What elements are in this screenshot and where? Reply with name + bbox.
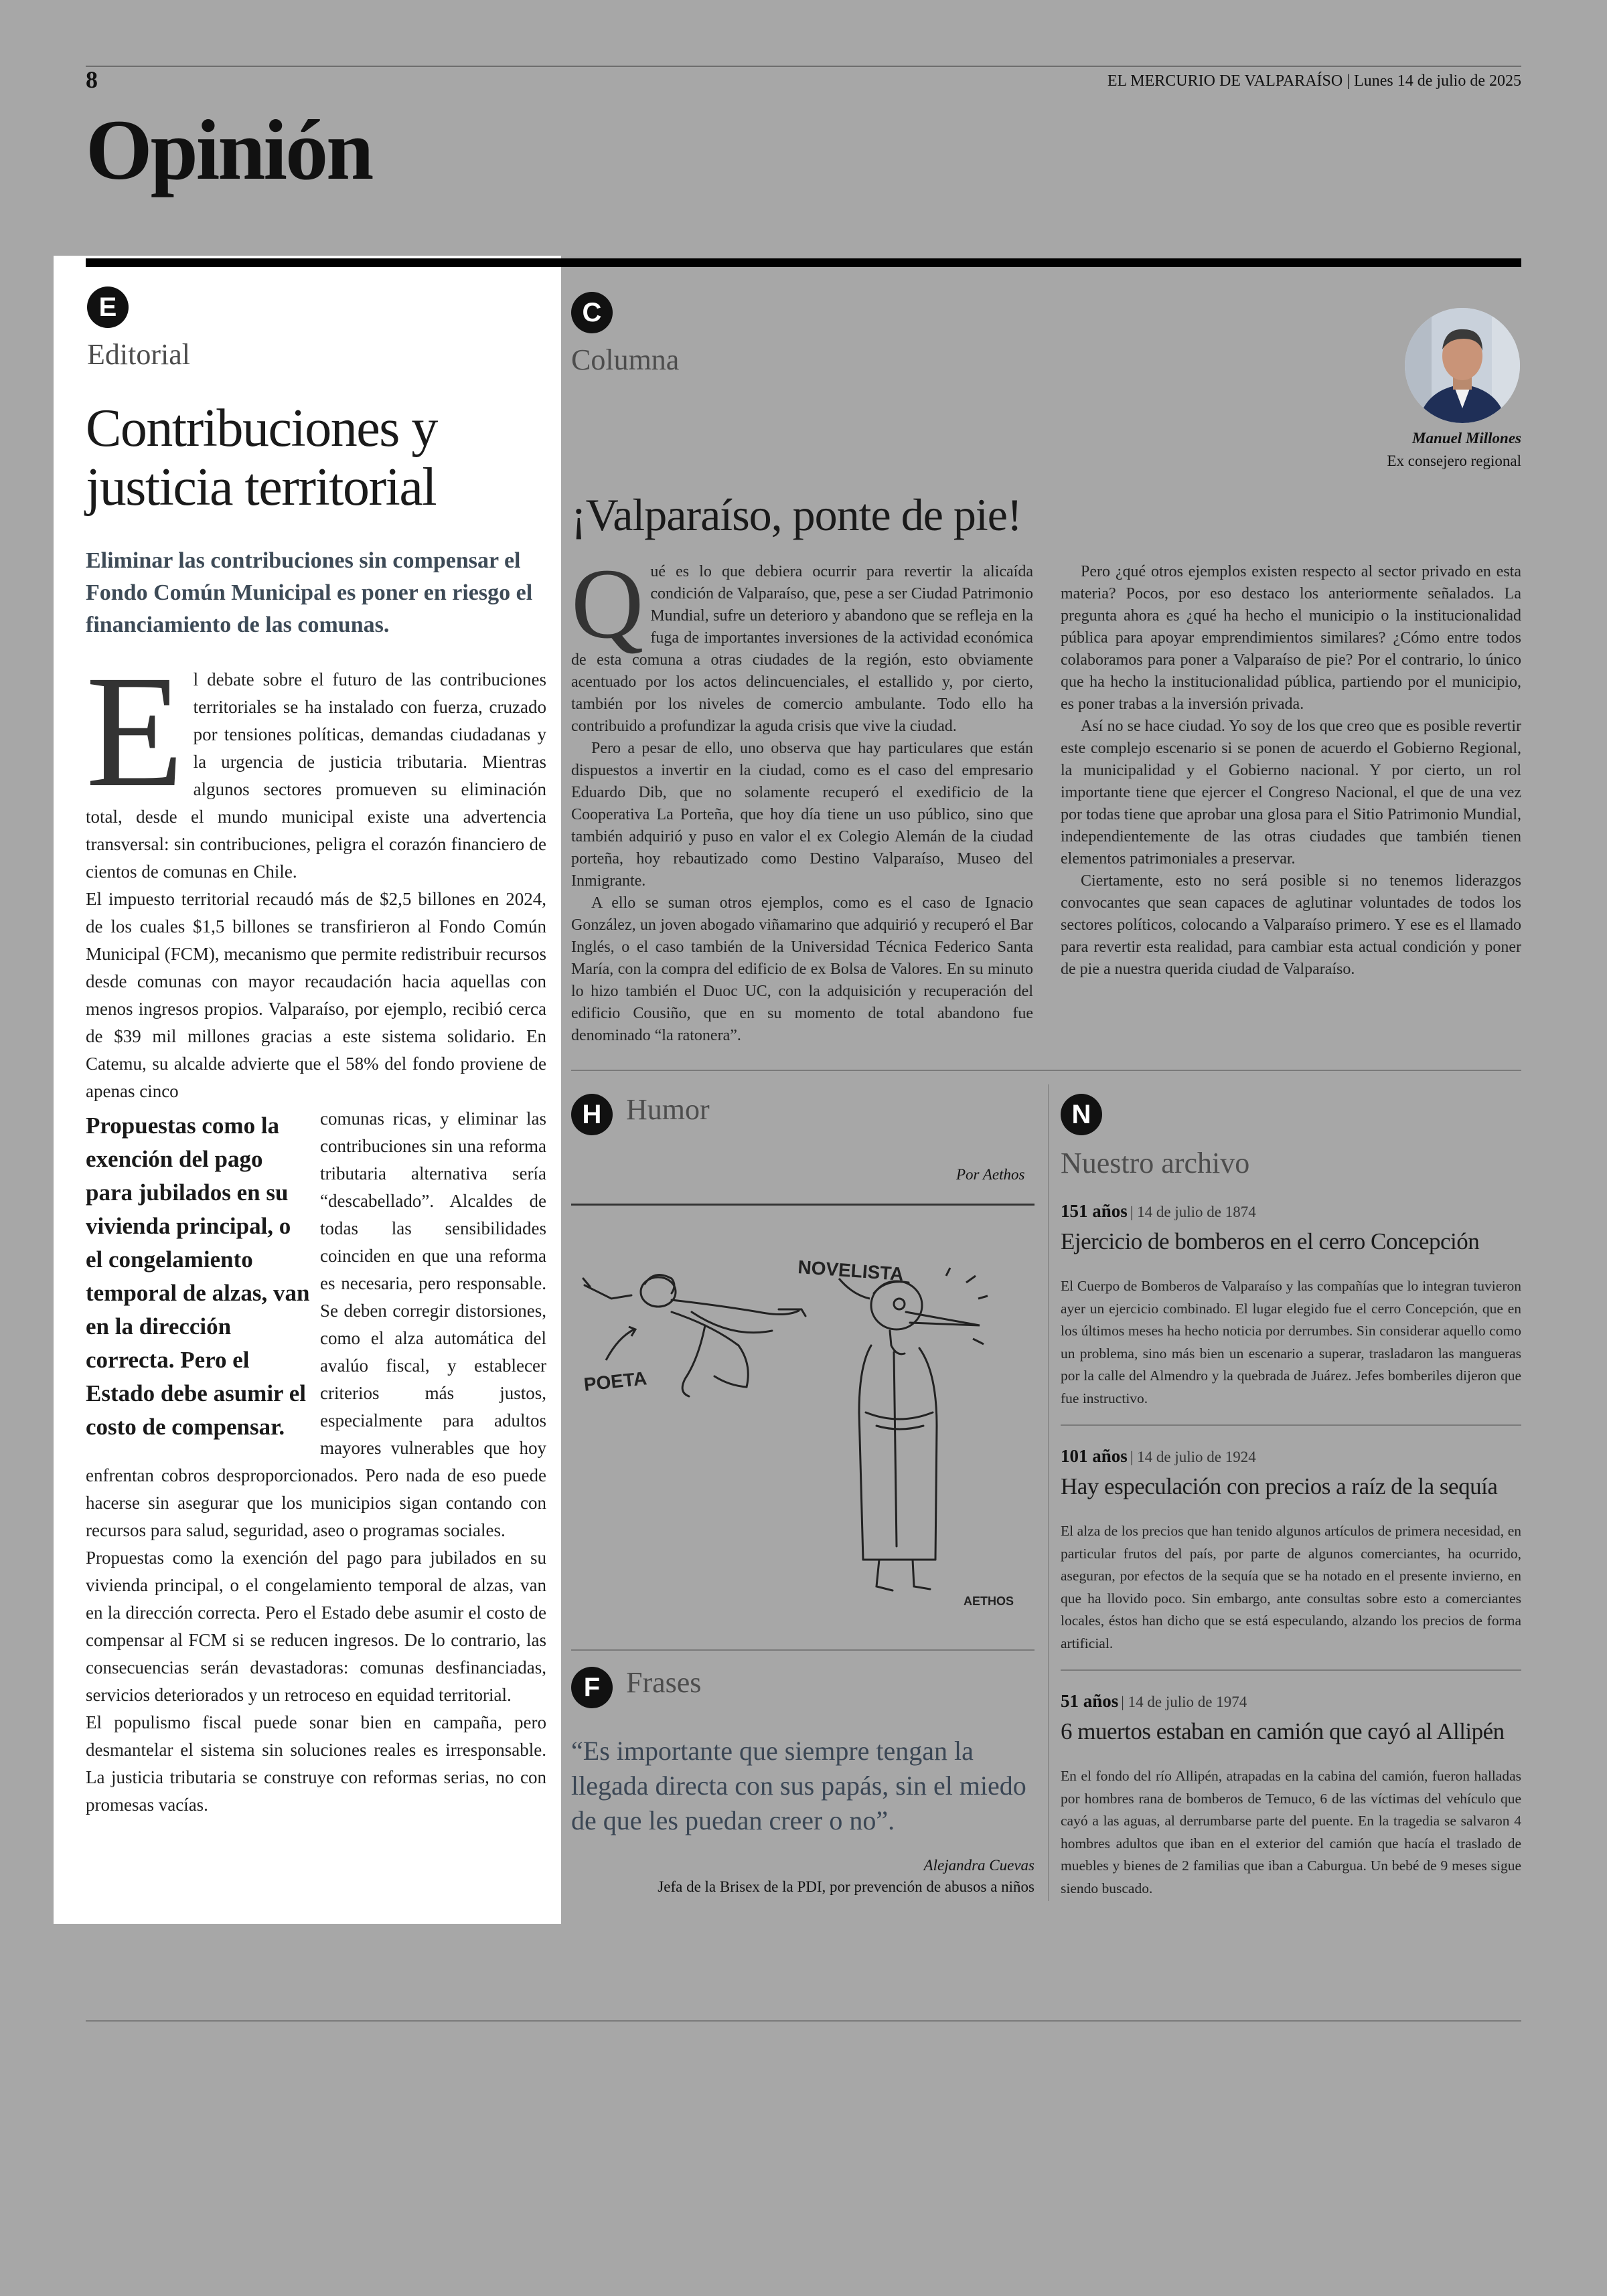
section-title: Opinión	[86, 102, 372, 197]
column-title: ¡Valparaíso, ponte de pie!	[571, 489, 1022, 540]
editorial-badge: E	[87, 286, 129, 328]
humor-bottom-rule	[571, 1649, 1035, 1651]
humor-cartoon	[571, 1212, 1035, 1613]
editorial-drop-cap: E	[86, 642, 184, 820]
column-paragraph: Así no se hace ciudad. Yo soy de los que creo que es posible revertir este complejo escenario si se ponen de acuerdo el Gobierno Regional, la municipalidad y el Gobierno nacional. Y por cierto, un rol importante tiene que ejercer el Congreso Nacional, el que de una vez por todas tiene que aprobar una glosa para el Sitio Patrimonio Mundial, independientemente de las otras ciudades que también tienen elementos patrimoniales a preservar.	[1061, 718, 1521, 868]
frases-quote: “Es importante que siempre tengan la llegada directa con sus papás, sin el miedo de que les puedan creer o no”.	[571, 1736, 1026, 1835]
vertical-separator	[1048, 1084, 1049, 1901]
frases-author: Alejandra Cuevas	[923, 1857, 1035, 1874]
humor-badge: H	[571, 1094, 613, 1135]
archive-item-date: | 14 de julio de 1974	[1121, 1694, 1247, 1710]
cartoon-label-novelist: NOVELISTA	[797, 1256, 905, 1285]
editorial-lead: Eliminar las contribuciones sin compensar el Fondo Común Municipal es poner en riesgo el financiamiento de las comunas.	[86, 548, 533, 637]
top-rule	[86, 66, 1521, 67]
archive-item-title: 6 muertos estaban en camión que cayó al Allipén	[1061, 1718, 1505, 1744]
column-paragraph: Ciertamente, esto no será posible si no tenemos liderazgos convocantes que sean capaces de aglutinar voluntades de todos los sectores políticos, colocando a Valparaíso primero. Y ese es el llamado para revertir esta realidad, para cambiar esta actual condición y poner de pie a nuestra querida ciudad de Valparaíso.	[1061, 872, 1521, 978]
masthead: EL MERCURIO DE VALPARAÍSO | Lunes 14 de julio de 2025	[1107, 72, 1521, 90]
column-author: Manuel Millones	[1412, 430, 1521, 446]
archive-badge: N	[1061, 1094, 1102, 1135]
section-rule	[86, 258, 1521, 267]
editorial-body	[86, 642, 546, 1819]
editorial-paragraph: comunas ricas, y eliminar las contribuciones sin una reforma tributaria alternativa sería “descabellado”. Alcaldes de todas las sensibilidades coinciden en que una reforma es necesaria, pero responsable. Se deben corregir distorsiones, como el alza automática del avalúo fiscal, y establecer criterios más justos, especialmente para adultos mayores vulnerables que hoy enfrentan cobros desproporcionados. Pero nada de eso puede hacerse sin asegurar que los municipios sigan contando con recursos para salud, seguridad, aseo o programas sociales.	[86, 1109, 546, 1540]
humor-label: Humor	[626, 1093, 710, 1126]
bottom-rule	[86, 2020, 1521, 2022]
column-badge: C	[571, 292, 613, 333]
editorial-label: Editorial	[87, 338, 190, 371]
archive-item-body: El alza de los precios que han tenido algunos artículos de primera necesidad, en particular frutos del país, por parte de algunos comerciantes, ha ocurrido, aseguran, por efectos de la sequía que se ha notado en el presente invierno, en que ha llovido poco. Sin embargo, ante consultas sobre esto a comerciantes locales, éstos han dicho que se está especulando, alzando los precios de forma artificial.	[1061, 1523, 1521, 1651]
archive-item-years: 101 años	[1061, 1446, 1128, 1466]
editorial-pull-quote: Propuestas como la exención del pago para jubilados en su vivienda principal, o el congelamiento temporal de alzas, van en la dirección correcta. Pero el Estado debe asumir el costo de compensar.	[86, 1113, 310, 1440]
editorial-paragraph: l debate sobre el futuro de las contribuciones territoriales se ha instalado con fuerza, cruzado por tensiones políticas, demandas ciudadanas y la urgencia de justicia tributaria. Mientras algunos sectores promueven su eliminación total, desde el mundo municipal existe una advertencia transversal: sin contribuciones, peligra el corazón financiero de cientos de comunas en Chile.	[86, 669, 546, 882]
archive-item-body: El Cuerpo de Bomberos de Valparaíso y las compañías que lo integran tuvieron ayer un ejercicio combinado. El lugar elegido fue el cerro Concepción, que en los últimos meses ha hecho noticia por derrumbes. Sin considerar aquello como un problema, sino más bien un escenario a superar, trasladaron las mangueras por la calle del Almendro y la quebrada de Juárez. Jefes bomberiles dijeron que fue instructivo.	[1061, 1278, 1521, 1406]
cartoon-signature: AETHOS	[964, 1594, 1014, 1608]
column-paragraph: ué es lo que debiera ocurrir para revertir la alicaída condición de Valparaíso, que, pese a ser Ciudad Patrimonio Mundial, sufre un deterioro y abandono que se refleja en la fuga de importantes inversiones de la actividad económica de esta comuna a otras ciudades de la región, esto obviamente acentuado por los actos delincuenciales, el estallido y, por cierto, también por los niveles de comercio ambulante. Todo ello ha contribuido a profundizar la aguda crisis que vive la ciudad.	[571, 563, 1033, 735]
archive-item-date: | 14 de julio de 1874	[1130, 1204, 1256, 1220]
novelist-figure-icon	[859, 1281, 980, 1590]
column-label: Columna	[571, 343, 680, 376]
column-separator	[571, 1070, 1521, 1071]
page-number: 8	[86, 66, 98, 93]
arrow-icon	[606, 1329, 634, 1360]
frases-badge: F	[571, 1667, 613, 1708]
archive-item-years: 151 años	[1061, 1201, 1128, 1221]
archive-label: Nuestro archivo	[1061, 1147, 1250, 1179]
archive-item-title: Hay especulación con precios a raíz de la sequía	[1061, 1473, 1498, 1499]
archive-item	[1061, 1201, 1521, 1410]
column-author-role: Ex consejero regional	[1387, 453, 1521, 469]
archive-rule	[1061, 1424, 1521, 1426]
frases-label: Frases	[626, 1666, 702, 1699]
editorial-paragraph: Propuestas como la exención del pago para jubilados en su vivienda principal, o el congelamiento temporal de alzas, van en la dirección correcta. Pero el Estado debe asumir el costo de compensar al FCM si se reducen ingresos. De lo contrario, las consecuencias serán devastadoras: comunas desfinanciadas, servicios deteriorados y un retroceso en equidad territorial.	[86, 1548, 546, 1705]
column-paragraph: A ello se suman otros ejemplos, como es el caso de Ignacio González, un joven abogado viñamarino que adquirió y recuperó el Bar Inglés, o el caso también de la Universidad Técnica Federico Santa María, con la compra del edificio de ex Bolsa de Valores. En su minuto lo hizo también el Duoc UC, con la adquisición y recuperación del edificio Cousiño, que en su momento de total abandono fue denominado “la ratonera”.	[571, 894, 1033, 1044]
editorial-title: Contribuciones y justicia territorial	[86, 399, 437, 517]
column-text-right	[1061, 561, 1521, 981]
archive-item-years: 51 años	[1061, 1691, 1119, 1711]
author-portrait-icon	[1405, 308, 1520, 423]
archive-item-title: Ejercicio de bomberos en el cerro Concepción	[1061, 1228, 1480, 1254]
column-text-left	[571, 548, 1033, 1047]
shock-lines-icon	[946, 1268, 988, 1344]
editorial-paragraph: El populismo fiscal puede sonar bien en campaña, pero desmantelar el sistema sin soluciones reales es irresponsable. La justicia tributaria se construye con reformas serias, no con promesas vacías.	[86, 1712, 546, 1815]
humor-credit: Por Aethos	[956, 1166, 1025, 1183]
cartoon-label-poet: POETA	[583, 1368, 648, 1395]
archive-item-date: | 14 de julio de 1924	[1130, 1449, 1256, 1465]
archive-item-body: En el fondo del río Allipén, atrapadas en la cabina del camión, fueron halladas por hombres rana de bomberos de Temuco, 6 de las víctimas del vehículo que cayó a las aguas, al derrumbarse parte del puente. En la tragedia se salvaron 4 hombres adultos que iban en el exterior del camión que hacía el traslado de muebles y bienes de 2 familias que iban a Caburgua. Un bebé de 9 meses sigue siendo buscado.	[1061, 1768, 1521, 1896]
archive-item	[1061, 1691, 1521, 1900]
archive-rule	[1061, 1669, 1521, 1671]
column-paragraph: Pero ¿qué otros ejemplos existen respecto al sector privado en esta materia? Pocos, por eso destaco los anteriormente señalados. La pregunta ahora es ¿qué ha hecho el municipio o la institucionalidad pública para apoyar emprendimientos similares? ¿Cómo entre todos colaboramos para poner a Valparaíso de pie? Por el contrario, lo único que ha hecho la institucionalidad pública, partiendo por el municipio, es poner trabas a la inversión privada.	[1061, 563, 1521, 713]
column-paragraph: Pero a pesar de ello, uno observa que hay particulares que están dispuestos a invertir en la ciudad, como es el caso del empresario Eduardo Dib, que no solamente recuperó el exedificio de la Cooperativa La Porteña, que hoy día tiene un uso público, sino que también adquirió y puso en valor el ex Colegio Alemán de la ciudad porteña, hoy rebautizado como Destino Valparaíso, Museo del Inmigrante.	[571, 740, 1033, 890]
editorial-paragraph: El impuesto territorial recaudó más de $2,5 billones en 2024, de los cuales $1,5 billones se transfirieron al Fondo Común Municipal (FCM), mecanismo que permite redistribuir recursos desde comunas con mayor recaudación hacia aquellas con menos ingresos propios. Valparaíso, por ejemplo, recibió cerca de $39 mil millones gracias a este sistema solidario. En Catemu, su alcalde advierte que el 58% del fondo proviene de apenas cinco	[86, 889, 546, 1101]
column-drop-cap: Q	[571, 548, 644, 659]
author-avatar	[1405, 308, 1520, 423]
humor-rule	[571, 1204, 1035, 1206]
archive-item	[1061, 1446, 1521, 1655]
frases-author-role: Jefa de la Brisex de la PDI, por prevención de abusos a niños	[658, 1878, 1035, 1895]
